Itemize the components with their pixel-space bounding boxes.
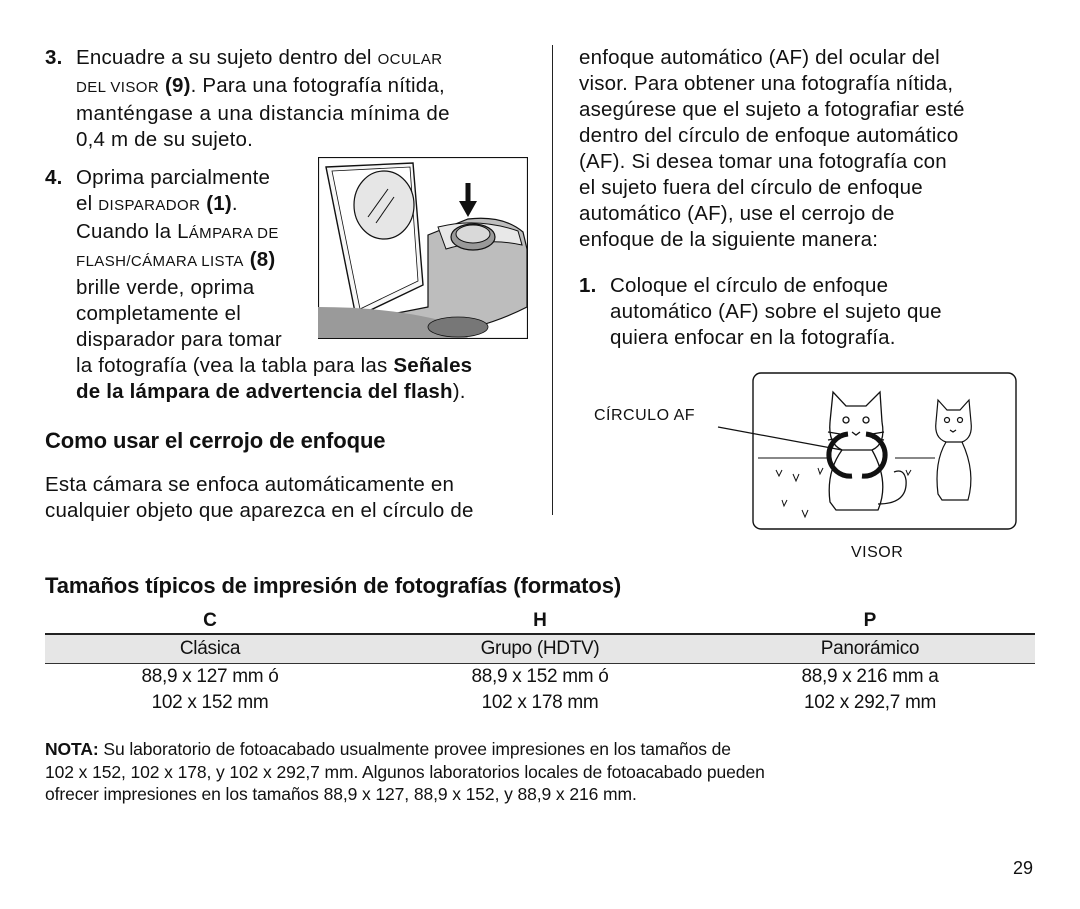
viewfinder-figure <box>590 372 1020 567</box>
right-paragraph: enfoque automático (AF) del ocular del visor. Para obtener una fotografía nítida, asegúrese que el sujeto a fotografiar esté dentro del círculo de enfoque automático (AF). Si desea tomar una fotografía con el sujeto fuera del círculo de enfoque automático (AF), use el cerrojo de enfoque de la siguiente manera: <box>579 46 965 251</box>
format-name-classic: Clásica <box>45 634 375 664</box>
af-circle-label: CÍRCULO AF <box>594 407 696 424</box>
viewfinder-label: VISOR <box>851 544 904 561</box>
step-3-number: 3. <box>45 46 63 69</box>
table-cell: 102 x 178 mm <box>481 692 599 713</box>
format-code-c: C <box>45 609 375 634</box>
formats-heading: Tamaños típicos de impresión de fotografías (formatos) <box>45 573 622 598</box>
table-row <box>45 609 1035 634</box>
format-name-hdtv: Grupo (HDTV) <box>375 634 705 664</box>
right-step-1: 1. Coloque el círculo de enfoque automático (AF) sobre el sujeto que quiera enfocar en la fotografía. <box>579 274 942 349</box>
table-cell: 102 x 292,7 mm <box>803 692 937 713</box>
column-divider <box>552 45 553 515</box>
section-heading-focus-lock: Como usar el cerrojo de enfoque <box>45 428 386 453</box>
table-row <box>45 664 1035 691</box>
step-4: 4. Oprima parcialmente el DISPARADOR (1). Cuando la LÁMPARA DE FLASH/CÁMARA LISTA (8) brille verde, oprima completamente el disparador para tomar la fotografía (vea la tabla para las Señales de la lámpara de advertencia del flash). <box>45 166 473 403</box>
formats-table <box>45 609 1035 716</box>
note-paragraph: NOTA: Su laboratorio de fotoacabado usualmente provee impresiones en los tamaños de 102 x 152, 102 x 178, y 102 x 292,7 mm. Algunos laboratorios locales de fotoacabado pueden ofrecer impresiones en los tamaños 88,9 x 127, 88,9 x 152, y 88,9 x 216 mm. <box>45 739 765 804</box>
viewfinder-drawing <box>590 372 1020 542</box>
table-row <box>45 690 1035 716</box>
table-row <box>45 634 1035 664</box>
page-number: 29 <box>1013 858 1034 878</box>
step-3: 3. Encuadre a su sujeto dentro del OCULAR DEL VISOR (9). Para una fotografía nítida, manténgase a una distancia mínima de 0,4 m de su sujeto. <box>45 46 451 151</box>
table-cell: 88,9 x 127 mm ó <box>141 666 279 687</box>
right-step-1-number: 1. <box>579 274 597 297</box>
camera-shutter-illustration <box>318 157 528 339</box>
table-cell: 88,9 x 152 mm ó <box>471 666 609 687</box>
format-name-panoramic: Panorámico <box>705 634 1035 664</box>
table-cell: 102 x 152 mm <box>151 692 269 713</box>
camera-shutter-drawing <box>318 157 528 339</box>
table-cell: 88,9 x 216 mm a <box>801 666 939 687</box>
note-label: NOTA: <box>45 739 99 759</box>
format-code-h: H <box>375 609 705 634</box>
format-code-p: P <box>705 609 1035 634</box>
step-4-number: 4. <box>45 166 63 189</box>
focus-lock-paragraph: Esta cámara se enfoca automáticamente en cualquier objeto que aparezca en el círculo de <box>45 473 474 522</box>
